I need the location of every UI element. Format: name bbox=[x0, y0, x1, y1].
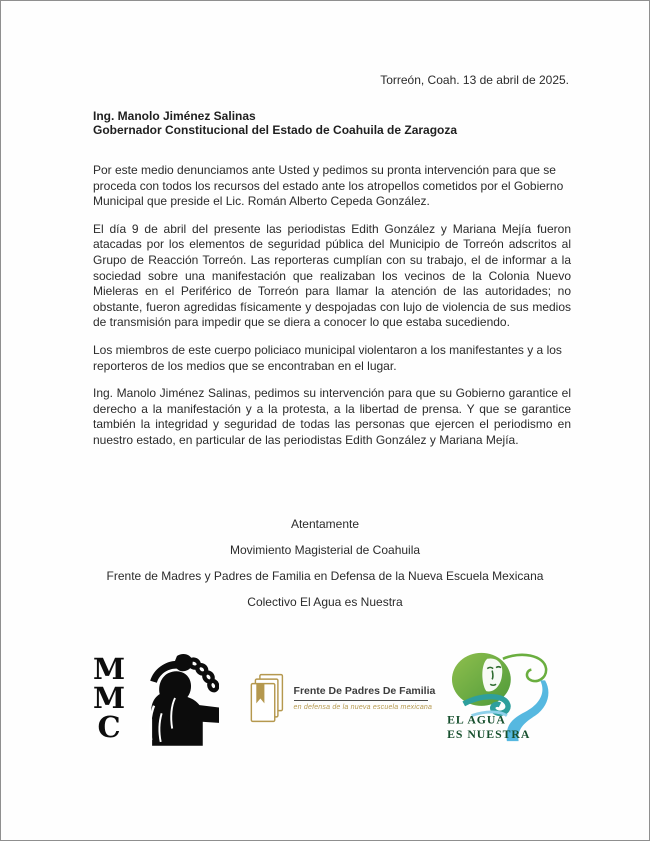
closing-block bbox=[1, 517, 649, 609]
el-agua-es-nuestra-logo bbox=[446, 649, 554, 747]
agua-caption-line1: EL AGUA bbox=[447, 713, 506, 727]
signatory-3: Colectivo El Agua es Nuestra bbox=[247, 594, 403, 609]
recipient-title: Gobernador Constitucional del Estado de Coahuila de Zaragoza bbox=[93, 122, 458, 137]
recipient-block bbox=[93, 110, 569, 137]
paragraph-1: Por este medio denunciamos ante Usted y pedimos su pronta intervención para que se proceda con todos los recursos del estado ante los atropellos cometidos por el Gobierno Municipal que preside el Lic. Román Alberto Cepeda González. bbox=[93, 163, 564, 209]
paragraph-2: El día 9 de abril del presente las periodistas Edith González y Mariana Mejía fueron atacadas por los elementos de seguridad pública del Municipio de Torreón adscritos al Grupo de Reacción Torreón. Las reporteras cumplían con su trabajo, el de informar a la sociedad sobre una manifestación que realizaban los vecinos de la Colonia Nuevo Mieleras en el Periférico de Torreón para llamar la atención de las autoridades; no obstante, fueron agredidas físicamente y despojadas con lujo de violencia de sus medios de transmisión para impedir que se diera a conocer lo que estaba sucediendo. bbox=[93, 221, 571, 330]
mmc-letters bbox=[93, 651, 126, 744]
letter-body bbox=[93, 163, 571, 449]
paragraph-3: Los miembros de este cuerpo policiaco municipal violentaron a los manifestantes y a los reporteros de los medios que se encontraban en el lugar. bbox=[93, 342, 562, 373]
frente-padres-logo bbox=[250, 673, 436, 723]
paragraph-4: Ing. Manolo Jiménez Salinas, pedimos su intervención para que su Gobierno garantice el derecho a la manifestación y a la protesta, a la libertad de prensa. Y que se garantice también la integridad y seguridad de todas las personas que ejercen el periodismo en nuestro estado, en particular de las periodistas Edith González y Mariana Mejía. bbox=[93, 386, 571, 447]
signatory-1: Movimiento Magisterial de Coahuila bbox=[229, 542, 421, 557]
date-line: Torreón, Coah. 13 de abril de 2025. bbox=[380, 73, 569, 87]
logo-row bbox=[93, 649, 554, 747]
mmc-letter-m1: M bbox=[93, 651, 126, 686]
mmc-logo bbox=[93, 650, 219, 746]
raised-fist-silhouette-icon bbox=[133, 650, 219, 746]
agua-caption-line2: ES NUESTRA bbox=[447, 728, 531, 742]
mmc-letter-c: C bbox=[97, 709, 121, 744]
frente-text-block bbox=[293, 685, 436, 711]
frente-tagline: en defensa de la nueva escuela mexicana bbox=[293, 704, 433, 711]
mmc-letter-m2: M bbox=[93, 680, 126, 715]
recipient-name: Ing. Manolo Jiménez Salinas bbox=[93, 109, 256, 123]
book-stack-icon bbox=[250, 673, 286, 723]
frente-divider bbox=[294, 700, 428, 701]
closing-word: Atentamente bbox=[290, 516, 360, 531]
frente-title: Frente De Padres De Familia bbox=[293, 685, 436, 697]
signatory-2: Frente de Madres y Padres de Familia en Defensa de la Nueva Escuela Mexicana bbox=[106, 568, 544, 583]
